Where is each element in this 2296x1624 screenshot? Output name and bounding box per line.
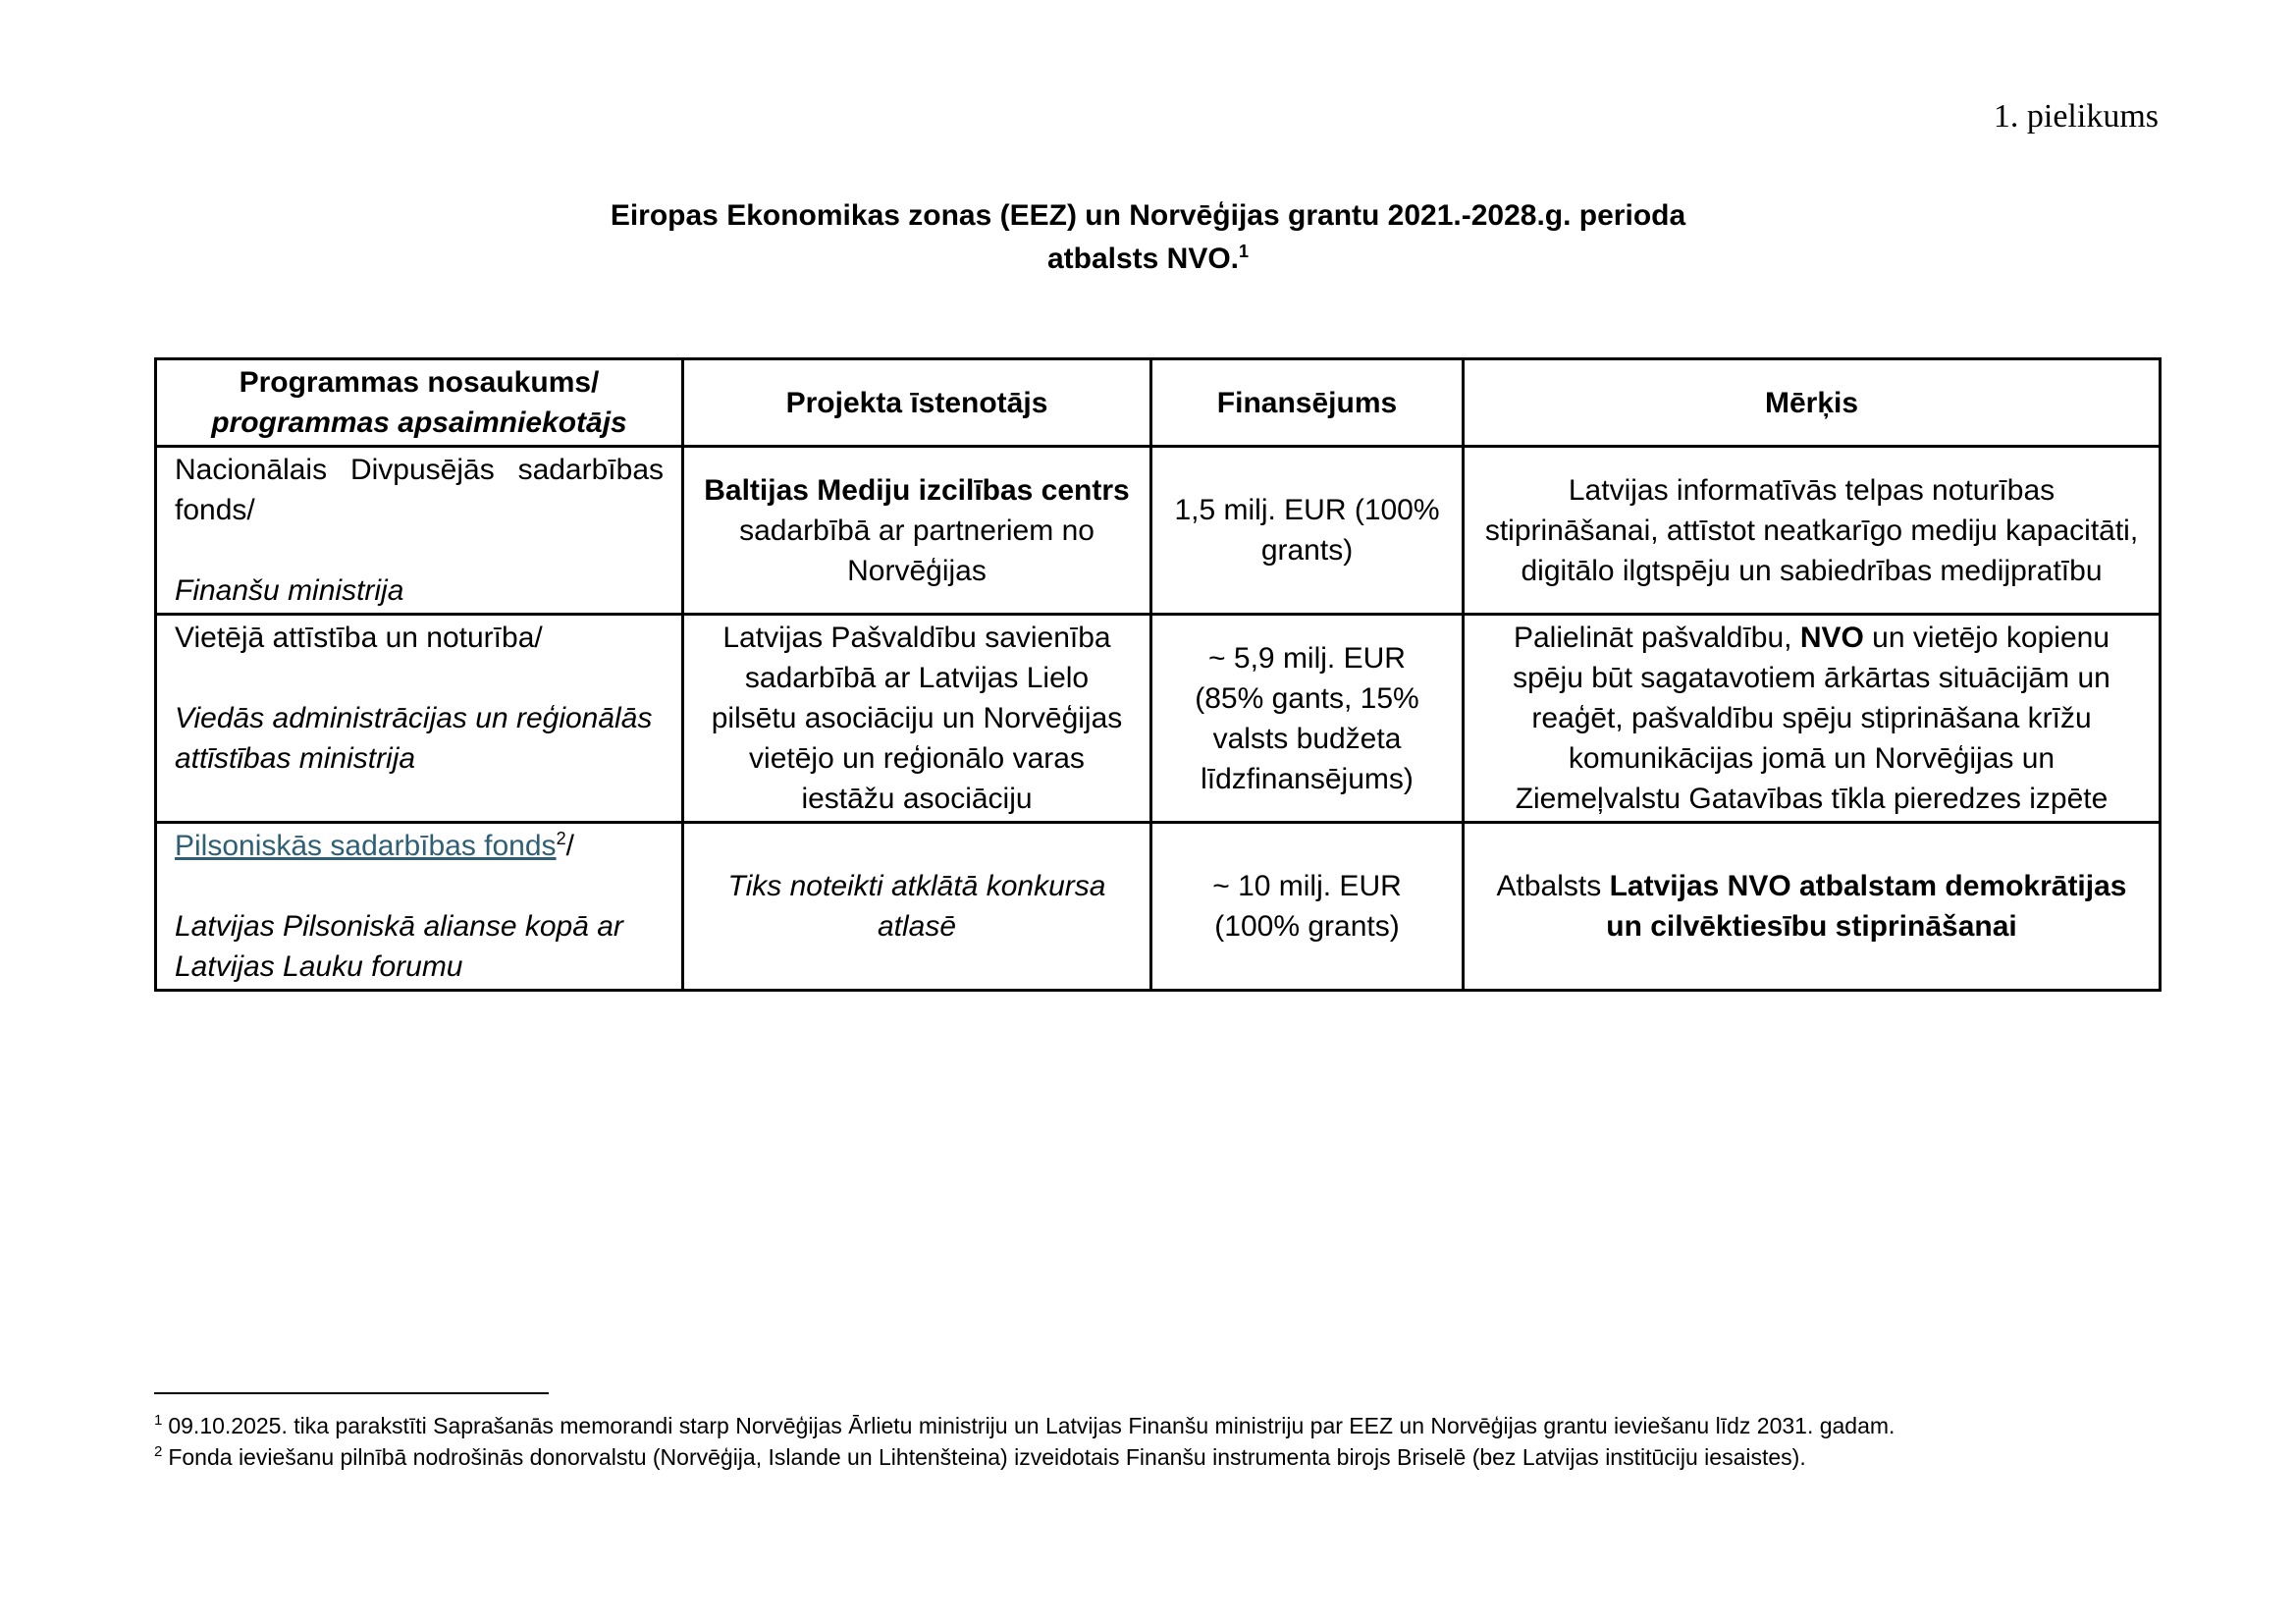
- header-implementer: Projekta īstenotājs: [683, 359, 1151, 447]
- footnote-text: 09.10.2025. tika parakstīti Saprašanās memorandi starp Norvēģijas Ārlietu ministriju un Latvijas Finanšu ministriju par EEZ un Norvēģijas grantu ieviešanu līdz 2031. gadam.: [168, 1413, 1896, 1438]
- document-title: [0, 194, 2296, 281]
- cell-funding: ~ 5,9 milj. EUR (85% gants, 15% valsts budžeta līdzfinansējums): [1151, 615, 1464, 823]
- cell-program: [156, 823, 683, 991]
- footnote: [154, 1410, 2176, 1441]
- cell-implementer: [683, 447, 1151, 615]
- goal-text-pre: Atbalsts: [1496, 870, 1610, 902]
- goal-text-post: un vietējo kopienu spēju būt sagatavotiem ārkārtas situācijām un reaģēt, pašvaldību spēju stiprināšana krīžu komunikācijas jomā un Norvēģijas un Ziemeļvalstu Gatavības tīkla pieredzes izpēte: [1513, 622, 2110, 815]
- cell-funding: ~ 10 milj. EUR (100% grants): [1151, 823, 1464, 991]
- cell-goal: [1464, 615, 2161, 823]
- program-name-line1: Nacionālais Divpusējās sadarbības: [175, 454, 664, 486]
- goal-text-pre: Palielināt pašvaldību,: [1513, 622, 1800, 654]
- program-name-line2: fonds/: [175, 494, 255, 526]
- header-program-line1: Programmas nosaukums/: [239, 366, 600, 399]
- goal-text-bold: NVO: [1799, 622, 1864, 654]
- grants-table: [154, 357, 2162, 992]
- cell-funding: 1,5 milj. EUR (100% grants): [1151, 447, 1464, 615]
- footnote-number: 2: [154, 1443, 163, 1461]
- table-row: [156, 615, 2161, 823]
- program-operator: Latvijas Pilsoniskā alianse kopā ar Latvijas Lauku forumu: [175, 910, 623, 983]
- program-footnote-ref[interactable]: 2: [556, 829, 566, 848]
- footnote: [154, 1441, 2176, 1473]
- title-line-1: Eiropas Ekonomikas zonas (EEZ) un Norvēģijas grantu 2021.-2028.g. perioda: [610, 199, 1686, 232]
- footnotes: [154, 1410, 2176, 1473]
- table-row: [156, 447, 2161, 615]
- header-program-line2: programmas apsaimniekotājs: [211, 406, 627, 439]
- title-footnote-ref[interactable]: 1: [1239, 242, 1250, 261]
- program-name: [175, 826, 664, 866]
- header-goal: Mērķis: [1464, 359, 2161, 447]
- header-funding: Finansējums: [1151, 359, 1464, 447]
- program-link[interactable]: Pilsoniskās sadarbības fonds: [175, 830, 557, 862]
- cell-goal: Latvijas informatīvās telpas noturības stiprināšanai, attīstot neatkarīgo mediju kapacitāti, digitālo ilgtspēju un sabiedrības medijpratību: [1464, 447, 2161, 615]
- title-line-2-text: atbalsts NVO.: [1046, 243, 1240, 275]
- program-operator: Viedās administrācijas un reģionālās attīstības ministrija: [175, 702, 653, 775]
- title-line-2: [0, 238, 2296, 281]
- cell-implementer: Latvijas Pašvaldību savienība sadarbībā ar Latvijas Lielo pilsētu asociāciju un Norvēģijas vietējo un reģionālo varas iestāžu asociāciju: [683, 615, 1151, 823]
- footnote-text: Fonda ieviešanu pilnībā nodrošinās donorvalstu (Norvēģija, Islande un Lihtenšteina) izveidotais Finanšu instrumenta birojs Briselē (bez Latvijas institūciju iesaistes).: [168, 1444, 1806, 1470]
- implementer-bold: Baltijas Mediju izcilības centrs: [704, 473, 1130, 507]
- cell-program: [156, 615, 683, 823]
- implementer-text: sadarbībā ar partneriem no Norvēģijas: [739, 514, 1095, 587]
- footnote-number: 1: [154, 1412, 163, 1430]
- goal-text-bold: Latvijas NVO atbalstam demokrātijas un cilvēktiesību stiprināšanai: [1606, 870, 2127, 943]
- annex-label: 1. pielikums: [1993, 98, 2159, 135]
- table-header-row: [156, 359, 2161, 447]
- cell-implementer: Tiks noteikti atklātā konkursa atlasē: [683, 823, 1151, 991]
- footnote-separator: [154, 1392, 549, 1394]
- program-name-suffix: /: [565, 830, 574, 862]
- table-row: [156, 823, 2161, 991]
- cell-program: [156, 447, 683, 615]
- cell-goal: [1464, 823, 2161, 991]
- program-operator: Finanšu ministrija: [175, 574, 404, 607]
- header-program: [156, 359, 683, 447]
- program-name: Vietējā attīstība un noturība/: [175, 622, 543, 654]
